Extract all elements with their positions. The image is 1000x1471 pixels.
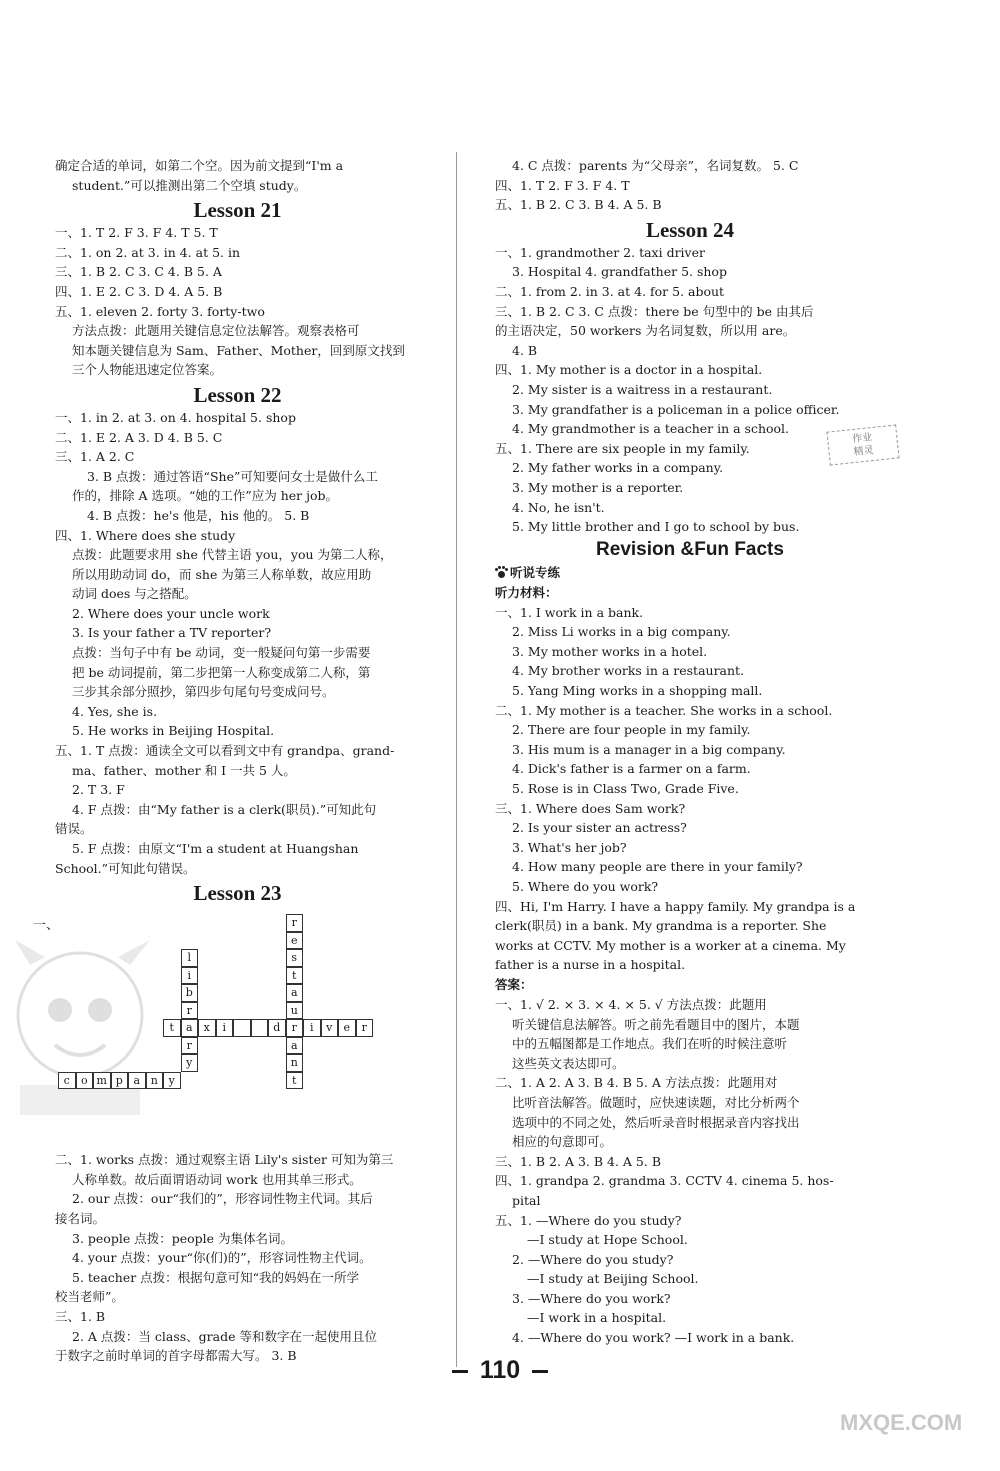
material-line: 四、Hi, I'm Harry. I have a happy family. My grandpa is a bbox=[495, 898, 856, 914]
crossword-label: 一、 bbox=[33, 918, 60, 934]
revision-title: Revision &Fun Facts bbox=[596, 538, 784, 560]
answer-line: 作的，排除 A 选项。“她的工作”应为 her job。 bbox=[72, 488, 339, 504]
answer-line: 4. No, he isn't. bbox=[512, 499, 605, 515]
crossword-cell-restaurant: r bbox=[286, 1019, 304, 1037]
tip-line: 动词 does 与之搭配。 bbox=[72, 586, 197, 602]
crossword-cell-driver: i bbox=[303, 1019, 321, 1037]
crossword-cell-company: m bbox=[93, 1072, 111, 1090]
answer-line: 四、1. T 2. F 3. F 4. T bbox=[495, 177, 630, 193]
paw-icon bbox=[495, 566, 507, 578]
answer-line: 一、1. grandmother 2. taxi driver bbox=[495, 244, 705, 260]
answer-line: 3. Hospital 4. grandfather 5. shop bbox=[512, 264, 727, 280]
answer-line: 三、1. B 2. C 3. C 4. B 5. A bbox=[55, 264, 222, 280]
homework-stamp bbox=[826, 424, 899, 465]
intro-line: student.”可以推测出第二个空填 study。 bbox=[72, 177, 307, 193]
material-line: 3. My mother works in a hotel. bbox=[512, 643, 708, 659]
tip-line: 把 be 动词提前，第二步把第一人称变成第二人称，第 bbox=[72, 664, 371, 680]
answer-line: 错误。 bbox=[55, 821, 93, 837]
tip-line: 点拨：此题要求用 she 代替主语 you，you 为第二人称， bbox=[72, 547, 393, 563]
answer-line: 五、1. B 2. C 3. B 4. A 5. B bbox=[495, 197, 662, 213]
answer-line: 四、1. My mother is a doctor in a hospital. bbox=[495, 362, 763, 378]
crossword-cell-company: n bbox=[146, 1072, 164, 1090]
material-line: 2. Miss Li works in a big company. bbox=[512, 624, 731, 640]
material-line: 5. Rose is in Class Two, Grade Five. bbox=[512, 781, 739, 797]
answer-line: 一、1. in 2. at 3. on 4. hospital 5. shop bbox=[55, 409, 296, 425]
answer-line: 4. C 点拨：parents 为“父母亲”，名词复数。 5. C bbox=[512, 158, 799, 173]
crossword-cell-company: c bbox=[58, 1072, 76, 1090]
material-line: 二、1. My mother is a teacher. She works in a school. bbox=[495, 702, 833, 718]
material-line: 一、1. I work in a bank. bbox=[495, 604, 644, 620]
material-line: 2. There are four people in my family. bbox=[512, 722, 751, 738]
column-divider bbox=[456, 152, 457, 1367]
crossword-cell-restaurant: u bbox=[286, 1002, 304, 1020]
answer-line: 二、1. E 2. A 3. D 4. B 5. C bbox=[55, 429, 223, 445]
answer-line: 五、1. eleven 2. forty 3. forty-two bbox=[55, 303, 265, 319]
answer-line: 四、1. E 2. C 3. D 4. A 5. B bbox=[55, 283, 223, 299]
right-column bbox=[495, 156, 885, 1348]
answer-line: 五、1. T 点拨：通读全文可以看到文中有 grandpa、grand- bbox=[55, 743, 395, 759]
tip-line: 点拨：当句子中有 be 动词，变一般疑问句第一步需要 bbox=[72, 645, 371, 661]
material-line: 4. My brother works in a restaurant. bbox=[512, 663, 745, 679]
answer-line: 5. F 点拨：由原文“I'm a student at Huangshan bbox=[72, 841, 359, 856]
answer-line: 相应的句意即可。 bbox=[512, 1134, 613, 1150]
answer-line: 5. teacher 点拨：根据句意可知“我的妈妈在一所学 bbox=[72, 1269, 360, 1285]
answer-line: 3. B 点拨：通过答语“She”可知要问女士是做什么工 bbox=[87, 468, 378, 484]
answer-line: 4. your 点拨：your“你(们)的”，形容词性物主代词。 bbox=[72, 1250, 372, 1266]
crossword-cell-driver: e bbox=[338, 1019, 356, 1037]
crossword-cell-company: y bbox=[163, 1072, 181, 1090]
answer-line: 5. He works in Beijing Hospital. bbox=[72, 723, 275, 739]
tip-line: 三步其余部分照抄，第四步句尾句号变成问号。 bbox=[72, 684, 335, 700]
answer-line: 二、1. from 2. in 3. at 4. for 5. about bbox=[495, 283, 725, 299]
crossword-cell-restaurant: r bbox=[286, 914, 304, 932]
crossword-cell-restaurant: t bbox=[286, 967, 304, 985]
answer-line: —I study at Hope School. bbox=[527, 1232, 688, 1248]
dash-left bbox=[452, 1370, 468, 1373]
crossword-cell-company: p bbox=[111, 1072, 129, 1090]
answer-line: 4. Yes, she is. bbox=[72, 703, 158, 719]
material-line: 5. Where do you work? bbox=[512, 879, 659, 894]
tip-line: 三个人物能迅速定位答案。 bbox=[72, 362, 223, 378]
answer-line: 一、1. √ 2. × 3. × 4. × 5. √ 方法点拨：此题用 bbox=[495, 996, 767, 1012]
tip-line: 所以用助动词 do，而 she 为第三人称单数，故应用助 bbox=[72, 566, 372, 582]
answer-line: 4. B 点拨：he's 他是，his 他的。 5. B bbox=[87, 507, 310, 523]
answer-line: 五、1. There are six people in my family. bbox=[495, 440, 750, 456]
material-line: 3. His mum is a manager in a big company. bbox=[512, 741, 786, 757]
answer-line: 四、1. grandpa 2. grandma 3. CCTV 4. cinema 5. hos- bbox=[495, 1173, 834, 1189]
dash-right bbox=[532, 1370, 548, 1373]
answer-line: 五、1. —Where do you study? bbox=[495, 1212, 682, 1228]
answer-line: 听关键信息法解答。听之前先看题目中的图片，本题 bbox=[512, 1016, 800, 1032]
crossword-cell-taxi: t bbox=[163, 1019, 181, 1037]
material-line: 2. Is your sister an actress? bbox=[512, 820, 687, 836]
answer-line: 二、1. A 2. A 3. B 4. B 5. A 方法点拨：此题用对 bbox=[495, 1075, 778, 1091]
answer-line: 3. Is your father a TV reporter? bbox=[72, 625, 272, 641]
lesson-21-title: Lesson 21 bbox=[193, 198, 282, 223]
crossword-cell-restaurant: t bbox=[286, 1072, 304, 1090]
material-line: works at CCTV. My mother is a worker at a cinema. My bbox=[495, 937, 846, 953]
answer-line: 2. T 3. F bbox=[72, 782, 125, 798]
answer-line: 三、1. A 2. C bbox=[55, 449, 135, 465]
crossword-cell-library: a bbox=[181, 1019, 199, 1037]
tip-line: 知本题关键信息为 Sam、Father、Mother，回到原文找到 bbox=[72, 342, 405, 358]
crossword-cell-restaurant: n bbox=[286, 1054, 304, 1072]
tip-line: 方法点拨：此题用关键信息定位法解答。观察表格可 bbox=[72, 323, 360, 339]
answer-line: 三、1. B 2. C 3. C 点拨：there be 句型中的 be 由其后 bbox=[495, 303, 814, 319]
crossword-cell-library: i bbox=[181, 967, 199, 985]
crossword-cell-library: b bbox=[181, 984, 199, 1002]
crossword-cell-restaurant: s bbox=[286, 949, 304, 967]
intro-line: 确定合适的单词，如第二个空。因为前文提到“I'm a bbox=[55, 158, 344, 173]
material-line: 三、1. Where does Sam work? bbox=[495, 800, 686, 816]
crossword-cell-driver: d bbox=[268, 1019, 286, 1037]
crossword-puzzle bbox=[33, 912, 420, 1144]
answer-line: 2. —Where do you study? bbox=[512, 1251, 674, 1267]
answer-line: 这些英文表达即可。 bbox=[512, 1055, 625, 1071]
answer-line: pital bbox=[512, 1192, 541, 1208]
answer-line: 2. Where does your uncle work bbox=[72, 605, 270, 621]
crossword-cell-restaurant: e bbox=[286, 932, 304, 950]
answer-line: 一、1. T 2. F 3. F 4. T 5. T bbox=[55, 225, 218, 241]
answer-line: 二、1. on 2. at 3. in 4. at 5. in bbox=[55, 244, 241, 260]
answer-line: 校当老师”。 bbox=[55, 1289, 124, 1305]
answer-line: 2. My sister is a waitress in a restaurant. bbox=[512, 381, 773, 397]
material-line: 5. Yang Ming works in a shopping mall. bbox=[512, 683, 763, 699]
material-line: father is a nurse in a hospital. bbox=[495, 957, 686, 973]
answer-line: 比听音法解答。做题时，应快速读题，对比分析两个 bbox=[512, 1094, 800, 1110]
crossword-blank-cell bbox=[251, 1019, 269, 1037]
answer-line: 二、1. works 点拨：通过观察主语 Lily's sister 可知为第三 bbox=[55, 1152, 394, 1168]
crossword-cell-library: r bbox=[181, 1002, 199, 1020]
answer-line: School.”可知此句错误。 bbox=[55, 860, 196, 876]
crossword-cell-library: y bbox=[181, 1054, 199, 1072]
answer-line: 3. people 点拨：people 为集体名词。 bbox=[72, 1230, 293, 1246]
answer-line: 三、1. B bbox=[55, 1308, 106, 1324]
page-number bbox=[0, 1356, 1000, 1385]
crossword-cell-library: r bbox=[181, 1037, 199, 1055]
section-heading-text: 听说专练 bbox=[510, 564, 561, 580]
lesson-22-title: Lesson 22 bbox=[193, 382, 282, 407]
answer-line: 选项中的不同之处，然后听录音时根据录音内容找出 bbox=[512, 1114, 800, 1130]
crossword-cell-taxi: x bbox=[198, 1019, 216, 1037]
answer-line: 4. —Where do you work? —I work in a bank. bbox=[512, 1330, 795, 1346]
crossword-cell-taxi: i bbox=[216, 1019, 234, 1037]
section-heading bbox=[495, 563, 885, 583]
left-column bbox=[33, 156, 420, 1366]
answer-line: 2. My father works in a company. bbox=[512, 460, 724, 476]
answer-line: —I work in a hospital. bbox=[527, 1310, 667, 1326]
material-line: 4. How many people are there in your family? bbox=[512, 859, 803, 875]
watermark: MXQE.COM bbox=[840, 1410, 963, 1435]
material-line: 3. What's her job? bbox=[512, 839, 627, 855]
material-line: clerk(职员) in a bank. My grandma is a reporter. She bbox=[495, 918, 827, 934]
answer-line: 中的五幅图都是工作地点。我们在听的时候注意听 bbox=[512, 1036, 788, 1052]
stamp-line: 作业 bbox=[851, 432, 873, 446]
crossword-cell-restaurant: a bbox=[286, 984, 304, 1002]
answer-line: 人称单数。故后面谓语动词 work 也用其单三形式。 bbox=[72, 1171, 362, 1187]
crossword-cell-driver: v bbox=[321, 1019, 339, 1037]
answer-line: 接名词。 bbox=[55, 1210, 106, 1226]
answer-line: 4. F 点拨：由“My father is a clerk(职员).”可知此句 bbox=[72, 801, 377, 817]
crossword-blank-cell bbox=[233, 1019, 251, 1037]
answer-line: 3. —Where do you work? bbox=[512, 1290, 671, 1306]
crossword-cell-driver: r bbox=[356, 1019, 374, 1037]
crossword-cell-library: l bbox=[181, 949, 199, 967]
answer-label: 答案： bbox=[495, 976, 533, 992]
answer-line: 4. My grandmother is a teacher in a school. bbox=[512, 421, 790, 437]
answer-line: 四、1. Where does she study bbox=[55, 527, 236, 543]
answer-line: 5. My little brother and I go to school by bus. bbox=[512, 519, 800, 535]
answer-line: 2. our 点拨：our“我们的”，形容词性物主代词。其后 bbox=[72, 1191, 373, 1207]
material-line: 4. Dick's father is a farmer on a farm. bbox=[512, 761, 751, 777]
answer-line: —I study at Beijing School. bbox=[527, 1271, 699, 1287]
material-label: 听力材料： bbox=[495, 584, 558, 600]
answer-line: 的主语决定，50 workers 为名词复数，所以用 are。 bbox=[495, 323, 796, 339]
crossword-cell-company: o bbox=[76, 1072, 94, 1090]
answer-line: 2. A 点拨：当 class、grade 等和数字在一起使用且位 bbox=[72, 1328, 377, 1344]
answer-line: 三、1. B 2. A 3. B 4. A 5. B bbox=[495, 1153, 662, 1169]
stamp-line: 精灵 bbox=[853, 444, 875, 458]
answer-line: ma、father、mother 和 I 一共 5 人。 bbox=[72, 762, 296, 778]
answer-line: 4. B bbox=[512, 342, 538, 358]
crossword-cell-company: a bbox=[128, 1072, 146, 1090]
lesson-23-title: Lesson 23 bbox=[193, 881, 282, 906]
answer-line: 3. My grandfather is a policeman in a police officer. bbox=[512, 401, 840, 417]
answer-line: 3. My mother is a reporter. bbox=[512, 479, 684, 495]
page-number-text: 110 bbox=[479, 1356, 521, 1384]
crossword-cell-restaurant: a bbox=[286, 1037, 304, 1055]
answer-line: 于数字之前时单词的首字母都需大写。 3. B bbox=[55, 1348, 297, 1364]
lesson-24-title: Lesson 24 bbox=[645, 217, 735, 242]
